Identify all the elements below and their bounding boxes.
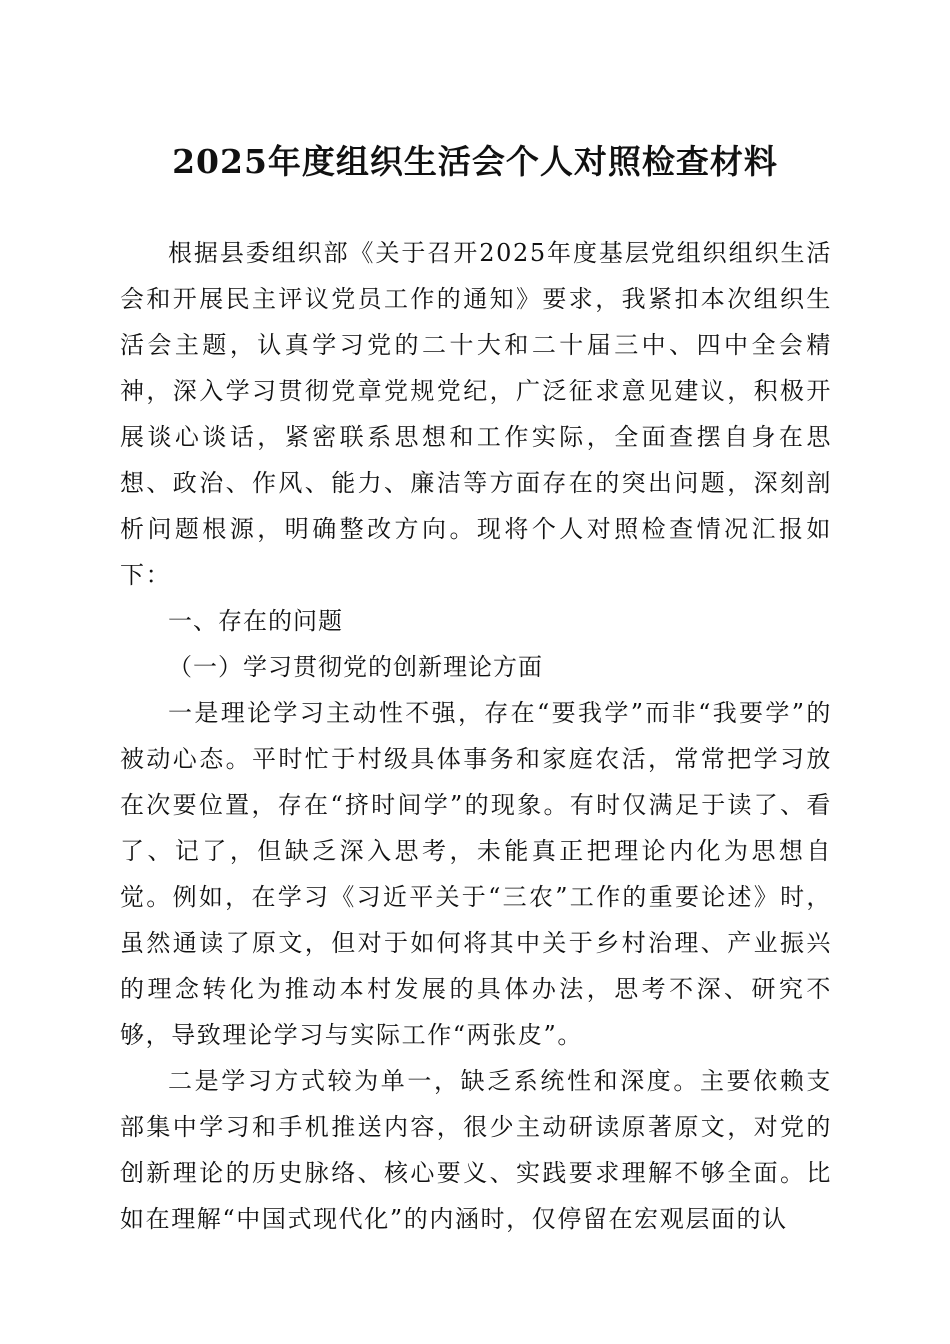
point-one-lead: 一是理论学习主动性不强，存在“要我学”而非“我要学”的被动心态。 (120, 699, 832, 773)
subsection-heading-theory-study: （一）学习贯彻党的创新理论方面 (168, 653, 543, 681)
point-one-body: 平时忙于村级具体事务和家庭农活，常常把学习放在次要位置，存在“挤时间学”的现象。有时仅满足于读了、看了、记了，但缺乏深入思考，未能真正把理论内化为思想自觉。例如，在学习《习近平关于“三农”工作的重要论述》时，虽然通读了原文，但对于如何将其中关于乡村治理、产业振兴的理念转化为推动本村发展的具体办法，思考不深、研究不够，导致理论学习与实际工作“两张皮”。 (120, 745, 832, 1049)
point-one-paragraph (120, 690, 832, 1058)
point-two-lead: 二是学习方式较为单一，缺乏系统性和深度。 (168, 1067, 700, 1095)
point-two-body: 主要依赖支部集中学习和手机推送内容，很少主动研读原著原文，对党的创新理论的历史脉络、核心要义、实践要求理解不够全面。比如在理解“中国式现代化”的内涵时，仅停留在宏观层面的认 (120, 1067, 832, 1233)
intro-paragraph: 根据县委组织部《关于召开2025年度基层党组织组织生活会和开展民主评议党员工作的通知》要求，我紧扣本次组织生活会主题，认真学习党的二十大和二十届三中、四中全会精神，深入学习贯彻党章党规党纪，广泛征求意见建议，积极开展谈心谈话，紧密联系思想和工作实际，全面查摆自身在思想、政治、作风、能力、廉洁等方面存在的突出问题，深刻剖析问题根源，明确整改方向。现将个人对照检查情况汇报如下： (120, 239, 832, 589)
document-title: 2025年度组织生活会个人对照检查材料 (172, 142, 778, 181)
point-two-paragraph (120, 1058, 832, 1242)
document-body (120, 230, 832, 1242)
section-heading-problems: 一、存在的问题 (168, 607, 343, 635)
